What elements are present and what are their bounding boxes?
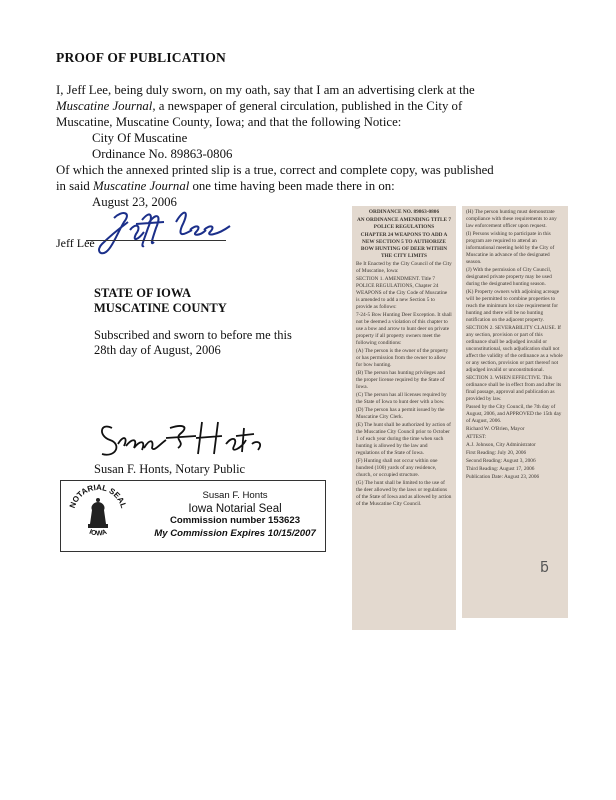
clipping-paragraph: CHAPTER 24 WEAPONS TO ADD A NEW SECTION 5 TO AUTHORIZE BOW HUNTING OF DEER WITHIN THE CITY LIMITS: [360, 232, 448, 259]
clipping-paragraph: Publication Date: August 23, 2006: [466, 474, 540, 480]
clipping-paragraph: AN ORDINANCE AMENDING TITLE 7 POLICE REGULATIONS: [356, 217, 452, 230]
seal-notary-name: Susan F. Honts: [202, 490, 268, 501]
clipping-paragraph: (I) Persons wishing to participate in this program are required to attend an informational meeting held by the City of Muscatine in advance of the designated season.: [466, 231, 555, 265]
clipping-paragraph: 7-24-5 Bow Hunting Deer Exception. It shall not be deemed a violation of this chapter to use a bow and arrow to hunt deer on private property if all property owners meet the following conditions:: [356, 312, 452, 346]
notice-name: City Of Muscatine: [92, 131, 188, 145]
clipping-paragraph: (K) Property owners with adjoining acreage will be permitted to combine properties to reach the minimum lot size requirement for hunting and there will be no hunting notification on the adjacent property.: [466, 289, 560, 323]
clipping-paragraph: (J) With the permission of City Council, designated private property may be used during the designated hunting season.: [466, 267, 552, 287]
newspaper-name-2: Muscatine Journal: [92, 179, 190, 193]
state-heading: STATE OF IOWA: [94, 286, 192, 300]
clipping-paragraph: Richard W. O'Brien, Mayor: [466, 426, 525, 432]
clipping-paragraph: A.J. Johnson, City Administrator: [466, 442, 536, 448]
county-heading: MUSCATINE COUNTY: [94, 301, 227, 315]
pencil-mark: ƃ: [540, 560, 549, 576]
affidavit-line-6: Of which the annexed printed slip is a true, correct and complete copy, was published: [56, 163, 494, 177]
state-county-block: [94, 286, 227, 316]
signature-susan-honts: [96, 414, 266, 464]
jurat-line-1: Subscribed and sworn to before me this: [94, 328, 292, 342]
newspaper-clipping-column-1: [352, 206, 456, 630]
clipping-paragraph: (H) The person hunting must demonstrate compliance with these requirements to any law enforcement officer upon request.: [466, 209, 557, 229]
signature-line: [86, 240, 226, 241]
affidavit-line-7: [56, 178, 576, 194]
clipping-paragraph: ORDINANCE NO. 89863-0806: [368, 209, 440, 215]
clipping-paragraph: (D) The person has a permit issued by the Muscatine City Clerk.: [356, 407, 445, 420]
clipping-paragraph: (E) The hunt shall be authorized by action of the Muscatine City Council prior to October 1 of each year during the time when such hunting is allowed by the law and regulations of the State of Iowa.: [356, 422, 451, 456]
clipping-paragraph: SECTION 1. AMENDMENT. Title 7 POLICE REGULATIONS, Chapter 24 WEAPONS of the City Code of Muscatine is amended to add a new Section 5 to provide as follows:: [356, 276, 448, 310]
clipping-paragraph: ATTEST:: [466, 434, 487, 440]
ordinance-number: Ordinance No. 89863-0806: [92, 147, 233, 161]
clipping-paragraph: (A) The person is the owner of the property or has permission from the owner to allow for bow hunting.: [356, 348, 449, 368]
affidavit-line-2-rest: , a newspaper of general circulation, published in the City of: [152, 99, 463, 113]
clipping-paragraph: Third Reading: August 17, 2006: [466, 466, 535, 472]
jurat-text: [94, 328, 292, 358]
seal-commission: Commission number 153623: [169, 515, 301, 526]
jurat-line-2: 28th day of August, 2006: [94, 343, 221, 357]
affidavit-line-7-a: in said: [56, 179, 93, 193]
affidavit-line-7-c: one time having been made there in on:: [189, 179, 395, 193]
notarial-seal-emblem: [66, 484, 130, 546]
clipping-paragraph: SECTION 3. WHEN EFFECTIVE. This ordinance shall be in effect from and after its final passage, approval and publication as provided by law.: [466, 375, 562, 402]
clipping-paragraph: Second Reading: August 3, 2006: [466, 458, 536, 464]
clipping-paragraph: Passed by the City Council, the 7th day of August, 2006, and APPROVED the 15th day of August, 2006.: [466, 404, 562, 424]
affidavit-line-2: [56, 98, 576, 114]
signature-jeff-lee: [92, 200, 242, 260]
clipping-paragraph: (F) Hunting shall not occur within one hundred (100) yards of any residence, church, or occupied structure.: [356, 458, 438, 478]
seal-title: Iowa Notarial Seal: [188, 502, 282, 515]
clipping-paragraph: (B) The person has hunting privileges and the proper license required by the State of Iowa.: [356, 370, 446, 390]
seal-text-block: [150, 490, 320, 540]
clipping-paragraph: First Reading: July 20, 2006: [466, 450, 527, 456]
notary-caption: Susan F. Honts, Notary Public: [94, 462, 246, 476]
seal-emblem-bottom-text: IOWA: [88, 528, 108, 538]
newspaper-name: Muscatine Journal: [56, 99, 153, 113]
signer-name: Jeff Lee: [56, 236, 95, 250]
newspaper-clipping-column-2: [462, 206, 568, 618]
svg-text:IOWA: [88, 529, 108, 538]
affidavit-line-3: Muscatine, Muscatine County, Iowa; and that the following Notice:: [56, 115, 402, 129]
publication-date: August 23, 2006: [92, 195, 177, 209]
clipping-paragraph: (G) The hunt shall be limited to the use of the deer allowed by the laws or regulations of the State of Iowa and as allowed by action of the Muscatine City Council.: [356, 480, 452, 507]
seal-emblem-top-text: NOTARIAL SEAL: [67, 484, 129, 510]
affidavit-text: [56, 82, 576, 210]
clipping-paragraph: Be It Enacted by the City Council of the City of Muscatine, Iowa:: [356, 261, 452, 274]
clipping-paragraph: SECTION 2. SEVERABILITY CLAUSE. If any section, provision or part of this ordinance shall be adjudged invalid or unconstitutional, such adjudication shall not affect the validity of the ordinance as a whole or any section, provision or part thereof not adjudged invalid or unconstitutional.: [466, 325, 563, 373]
affidavit-line-1: I, Jeff Lee, being duly sworn, on my oath, say that I am an advertising clerk at the: [56, 83, 475, 97]
page-title: PROOF OF PUBLICATION: [56, 50, 227, 65]
clipping-paragraph: (C) The person has all licenses required by the State of Iowa to hunt deer with a bow.: [356, 392, 447, 405]
seal-expiration: My Commission Expires 10/15/2007: [154, 527, 316, 539]
